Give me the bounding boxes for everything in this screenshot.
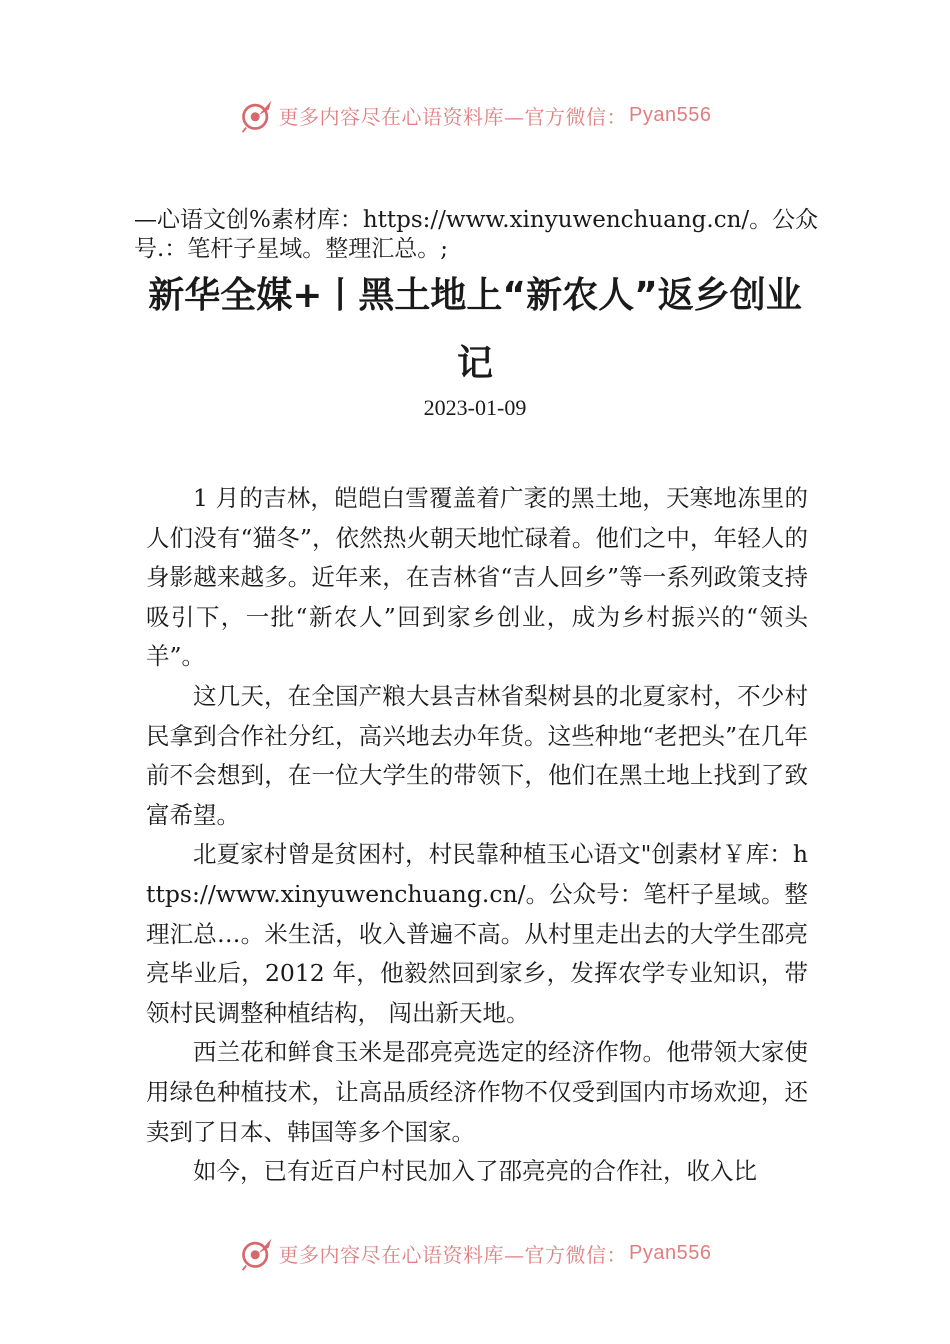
watermark-wechat-id: Pyan556 <box>629 103 712 126</box>
article-body <box>146 479 808 1192</box>
article-date: 2023-01-09 <box>423 395 527 420</box>
watermark-footer <box>0 1233 950 1273</box>
watermark-text: 更多内容尽在心语资料库—官方微信： <box>278 1242 628 1267</box>
watermark-wechat-id: Pyan556 <box>629 1241 712 1264</box>
quill-logo-icon <box>239 1235 275 1271</box>
article-title: 新华全媒+丨黑土地上“新农人”返乡创业记 <box>148 275 802 384</box>
watermark-text: 更多内容尽在心语资料库—官方微信： <box>278 104 628 129</box>
paragraph: 如今，已有近百户村民加入了邵亮亮的合作社，收入比 <box>193 1157 757 1186</box>
paragraph: 西兰花和鲜食玉米是邵亮亮选定的经济作物。他带领大家使用绿色种植技术，让高品质经济作物不仅受到国内市场欢迎，还卖到了日本、韩国等多个国家。 <box>146 1038 808 1146</box>
source-line: —心语文创%素材库：https://www.xinyuwenchuang.cn/。公众号.：笔杆子星域。整理汇总。; <box>134 207 819 262</box>
paragraph: 1 月的吉林，皑皑白雪覆盖着广袤的黑土地，天寒地冻里的人们没有“猫冬”，依然热火朝天地忙碌着。他们之中，年轻人的身影越来越多。近年来，在吉林省“吉人回乡”等一系列政策支持吸引下，一批“新农人”回到家乡创业，成为乡村振兴的“领头羊”。 <box>146 484 808 671</box>
quill-logo-icon <box>239 97 275 133</box>
paragraph: 这几天，在全国产粮大县吉林省梨树县的北夏家村，不少村民拿到合作社分红，高兴地去办年货。这些种地“老把头”在几年前不会想到，在一位大学生的带领下，他们在黑土地上找到了致富希望。 <box>146 681 808 829</box>
paragraph: 北夏家村曾是贫困村，村民靠种植玉心语文"创素材￥库：https://www.xinyuwenchuang.cn/。公众号：笔杆子星域。整理汇总…。米生活，收入普遍不高。从村里走出去的大学生邵亮亮毕业后，2012 年，他毅然回到家乡，发挥农学专业知识，带领村民调整种植结构， 闯出新天地。 <box>146 840 808 1027</box>
watermark-header <box>0 95 950 135</box>
